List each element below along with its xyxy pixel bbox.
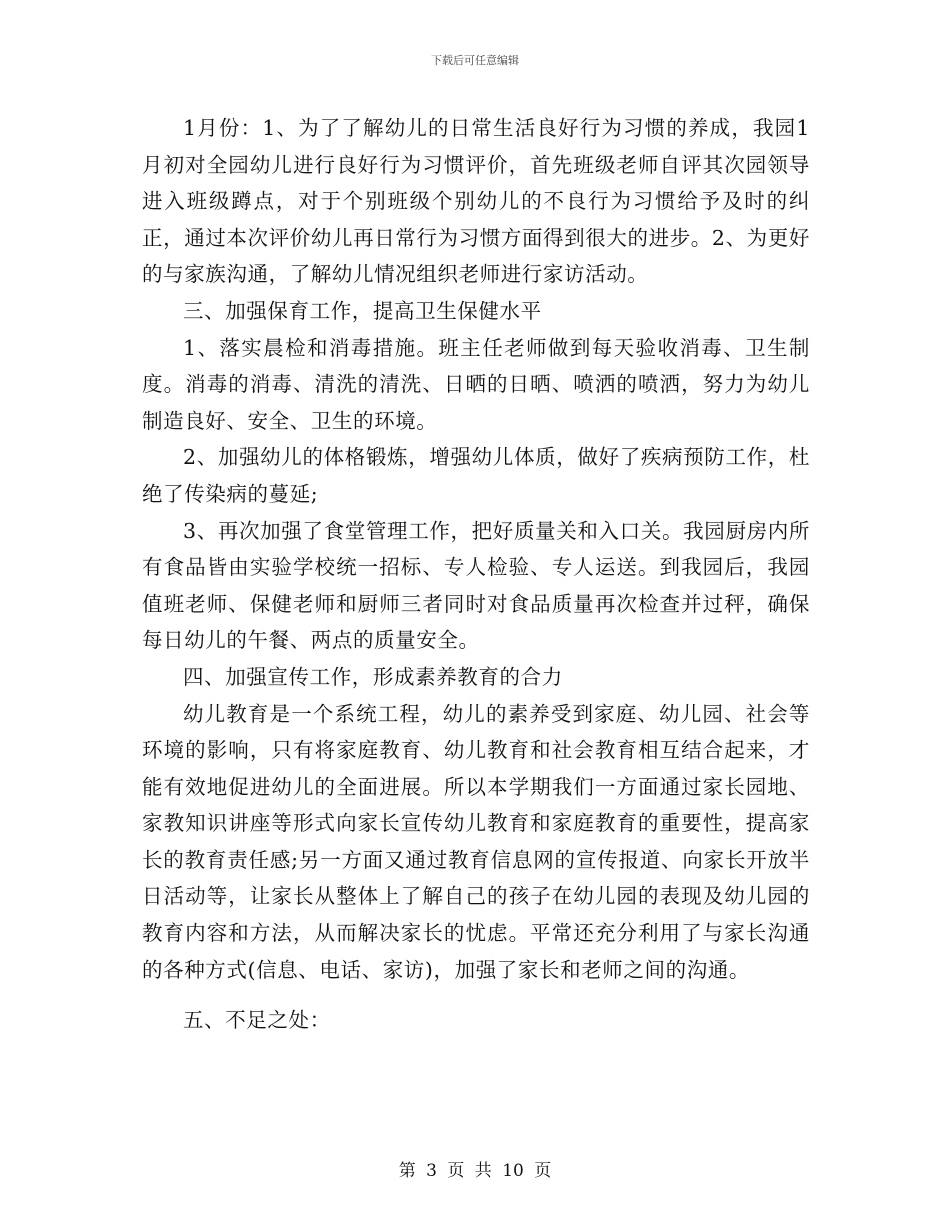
document-body — [142, 110, 810, 1039]
paragraph-family-cooperation: 幼儿教育是一个系统工程，幼儿的素养受到家庭、幼儿园、社会等环境的影响，只有将家庭教育、幼儿教育和社会教育相互结合起来，才能有效地促进幼儿的全面进展。所以本学期我们一方面通过家长园地、家教知识讲座等形式向家长宣传幼儿教育和家庭教育的重要性，提高家长的教育责任感;另一方面又通过教育信息网的宣传报道、向家长开放半日活动等，让家长从整体上了解自己的孩子在幼儿园的表现及幼儿园的教育内容和方法，从而解决家长的忧虑。平常还充分利用了与家长沟通的各种方式(信息、电话、家访)，加强了家长和老师之间的沟通。 — [142, 701, 810, 982]
paragraph-disinfection: 1、落实晨检和消毒措施。班主任老师做到每天验收消毒、卫生制度。消毒的消毒、清洗的清洗、日晒的日晒、喷洒的喷洒，努力为幼儿制造良好、安全、卫生的环境。 — [142, 335, 810, 433]
section-heading-shortcomings: 五、不足之处： — [183, 1008, 331, 1033]
page-header: 下载后可任意编辑 — [431, 54, 519, 67]
paragraph-january-summary: 1月份：1、为了了解幼儿的日常生活良好行为习惯的养成，我园1月初对全园幼儿进行良好行为习惯评价，首先班级老师自评其次园领导进入班级蹲点，对于个别班级个别幼儿的不良行为习惯给予及时的纠正，通过本次评价幼儿再日常行为习惯方面得到很大的进步。2、为更好的与家族沟通，了解幼儿情况组织老师进行家访活动。 — [142, 116, 810, 287]
section-heading-publicity: 四、加强宣传工作，形成素养教育的合力 — [183, 664, 563, 689]
page-number-footer: 第 3 页 共 10 页 — [398, 1161, 552, 1181]
paragraph-physical-exercise: 2、加强幼儿的体格锻炼，增强幼儿体质，做好了疾病预防工作，杜绝了传染病的蔓延; — [142, 445, 810, 506]
section-heading-health-care: 三、加强保育工作，提高卫生保健水平 — [183, 298, 542, 323]
paragraph-canteen-management: 3、再次加强了食堂管理工作，把好质量关和入口关。我园厨房内所有食品皆由实验学校统一招标、专人检验、专人运送。到我园后，我园值班老师、保健老师和厨师三者同时对食品质量再次检查并过秤，确保每日幼儿的午餐、两点的质量安全。 — [142, 518, 810, 653]
